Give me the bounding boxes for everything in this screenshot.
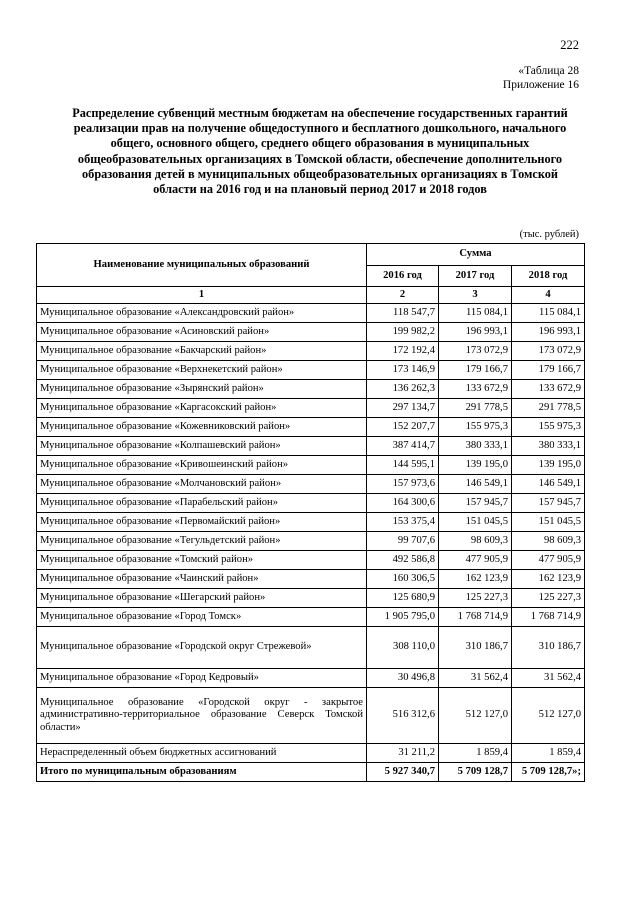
amount-2016: 125 680,9 xyxy=(367,589,439,608)
table-row xyxy=(37,744,585,763)
appendix-number: Приложение 16 xyxy=(502,79,579,91)
amount-2016: 516 312,6 xyxy=(367,688,439,744)
header-2017: 2017 год xyxy=(439,266,512,287)
amount-2017: 31 562,4 xyxy=(439,669,512,688)
amount-2018: 1 859,4 xyxy=(512,744,585,763)
amount-2018: 162 123,9 xyxy=(512,570,585,589)
table-row xyxy=(37,361,585,380)
amount-2017: 179 166,7 xyxy=(439,361,512,380)
municipality-name: Муниципальное образование «Тегульдетский район» xyxy=(37,532,367,551)
municipality-name: Муниципальное образование «Молчановский район» xyxy=(37,475,367,494)
table-row xyxy=(37,551,585,570)
column-number: 4 xyxy=(512,287,585,304)
municipality-name: Муниципальное образование «Асиновский район» xyxy=(37,323,367,342)
amount-2018: 380 333,1 xyxy=(512,437,585,456)
table-row xyxy=(37,323,585,342)
table-row xyxy=(37,418,585,437)
table-row xyxy=(37,688,585,744)
header-2018: 2018 год xyxy=(512,266,585,287)
amount-2018: 133 672,9 xyxy=(512,380,585,399)
header-2016: 2016 год xyxy=(367,266,439,287)
municipality-name: Нераспределенный объем бюджетных ассигнований xyxy=(37,744,367,763)
total-row xyxy=(37,763,585,782)
amount-2017: 157 945,7 xyxy=(439,494,512,513)
amount-2017: 146 549,1 xyxy=(439,475,512,494)
amount-2018: 310 186,7 xyxy=(512,627,585,669)
amount-2016: 308 110,0 xyxy=(367,627,439,669)
table-row xyxy=(37,399,585,418)
amount-2017: 125 227,3 xyxy=(439,589,512,608)
column-number: 1 xyxy=(37,287,367,304)
header-name: Наименование муниципальных образований xyxy=(37,244,367,287)
amount-2018: 196 993,1 xyxy=(512,323,585,342)
municipality-name: Муниципальное образование «Шегарский район» xyxy=(37,589,367,608)
page-number: 222 xyxy=(560,38,579,52)
amount-2018: 157 945,7 xyxy=(512,494,585,513)
column-number: 3 xyxy=(439,287,512,304)
municipality-name: Муниципальное образование «Каргасокский район» xyxy=(37,399,367,418)
municipality-name: Муниципальное образование «Город Томск» xyxy=(37,608,367,627)
amount-2016: 144 595,1 xyxy=(367,456,439,475)
municipality-name: Муниципальное образование «Чаинский район» xyxy=(37,570,367,589)
table-row xyxy=(37,494,585,513)
municipality-name: Муниципальное образование «Колпашевский район» xyxy=(37,437,367,456)
table-row xyxy=(37,627,585,669)
amount-2017: 98 609,3 xyxy=(439,532,512,551)
document-title: Распределение субвенций местным бюджетам на обеспечение государственных гарантий реализации прав на получение общедоступного и бесплатного дошкольного, начального общего, основного общего, среднего общего образования в муниципальных общеобразовательных организациях в Томской области, обеспечение дополнительного образования детей в муниципальных общеобразовательных организациях в Томской области на 2016 год и на плановый период 2017 и 2018 годов xyxy=(72,106,568,197)
amount-2016: 1 905 795,0 xyxy=(367,608,439,627)
municipality-name: Муниципальное образование «Город Кедровый» xyxy=(37,669,367,688)
municipality-name: Муниципальное образование «Зырянский район» xyxy=(37,380,367,399)
table-row xyxy=(37,380,585,399)
table-row xyxy=(37,342,585,361)
amount-2017: 1 768 714,9 xyxy=(439,608,512,627)
amount-2016: 152 207,7 xyxy=(367,418,439,437)
table-row xyxy=(37,669,585,688)
amount-2017: 162 123,9 xyxy=(439,570,512,589)
table-row xyxy=(37,475,585,494)
amount-2017: 133 672,9 xyxy=(439,380,512,399)
amount-2017: 115 084,1 xyxy=(439,304,512,323)
total-2017: 5 709 128,7 xyxy=(439,763,512,782)
total-label: Итого по муниципальным образованиям xyxy=(37,763,367,782)
total-2016: 5 927 340,7 xyxy=(367,763,439,782)
amount-2018: 146 549,1 xyxy=(512,475,585,494)
subsidy-table xyxy=(36,243,585,782)
table-row xyxy=(37,437,585,456)
amount-2016: 164 300,6 xyxy=(367,494,439,513)
table-row xyxy=(37,456,585,475)
unit-label: (тыс. рублей) xyxy=(519,229,579,240)
amount-2017: 151 045,5 xyxy=(439,513,512,532)
amount-2017: 310 186,7 xyxy=(439,627,512,669)
table-number: «Таблица 28 xyxy=(518,65,579,77)
municipality-name: Муниципальное образование «Городской округ Стрежевой» xyxy=(37,627,367,669)
amount-2018: 31 562,4 xyxy=(512,669,585,688)
header-sum: Сумма xyxy=(367,244,585,266)
table-row xyxy=(37,304,585,323)
amount-2018: 477 905,9 xyxy=(512,551,585,570)
amount-2018: 125 227,3 xyxy=(512,589,585,608)
municipality-name: Муниципальное образование «Кожевниковский район» xyxy=(37,418,367,437)
table-row xyxy=(37,570,585,589)
amount-2016: 199 982,2 xyxy=(367,323,439,342)
amount-2017: 173 072,9 xyxy=(439,342,512,361)
amount-2016: 172 192,4 xyxy=(367,342,439,361)
amount-2017: 380 333,1 xyxy=(439,437,512,456)
amount-2016: 157 973,6 xyxy=(367,475,439,494)
amount-2018: 98 609,3 xyxy=(512,532,585,551)
amount-2018: 1 768 714,9 xyxy=(512,608,585,627)
table-row xyxy=(37,608,585,627)
municipality-name: Муниципальное образование «Верхнекетский район» xyxy=(37,361,367,380)
municipality-name: Муниципальное образование «Бакчарский район» xyxy=(37,342,367,361)
amount-2018: 173 072,9 xyxy=(512,342,585,361)
amount-2017: 155 975,3 xyxy=(439,418,512,437)
amount-2017: 512 127,0 xyxy=(439,688,512,744)
municipality-name: Муниципальное образование «Александровский район» xyxy=(37,304,367,323)
amount-2017: 139 195,0 xyxy=(439,456,512,475)
amount-2018: 115 084,1 xyxy=(512,304,585,323)
amount-2018: 151 045,5 xyxy=(512,513,585,532)
table-row xyxy=(37,532,585,551)
amount-2018: 155 975,3 xyxy=(512,418,585,437)
amount-2018: 139 195,0 xyxy=(512,456,585,475)
amount-2016: 492 586,8 xyxy=(367,551,439,570)
municipality-name: Муниципальное образование «Парабельский район» xyxy=(37,494,367,513)
amount-2016: 118 547,7 xyxy=(367,304,439,323)
amount-2016: 153 375,4 xyxy=(367,513,439,532)
municipality-name: Муниципальное образование «Первомайский район» xyxy=(37,513,367,532)
municipality-name: Муниципальное образование «Городской округ - закрытое административно-территориальное образование Северск Томской области» xyxy=(37,688,367,744)
column-number: 2 xyxy=(367,287,439,304)
municipality-name: Муниципальное образование «Кривошеинский район» xyxy=(37,456,367,475)
amount-2018: 291 778,5 xyxy=(512,399,585,418)
amount-2017: 196 993,1 xyxy=(439,323,512,342)
amount-2016: 31 211,2 xyxy=(367,744,439,763)
amount-2018: 512 127,0 xyxy=(512,688,585,744)
total-2018: 5 709 128,7»; xyxy=(512,763,585,782)
amount-2016: 173 146,9 xyxy=(367,361,439,380)
amount-2016: 136 262,3 xyxy=(367,380,439,399)
amount-2018: 179 166,7 xyxy=(512,361,585,380)
amount-2017: 291 778,5 xyxy=(439,399,512,418)
table-caption xyxy=(503,64,579,92)
municipality-name: Муниципальное образование «Томский район» xyxy=(37,551,367,570)
amount-2016: 99 707,6 xyxy=(367,532,439,551)
table-row xyxy=(37,513,585,532)
amount-2017: 1 859,4 xyxy=(439,744,512,763)
amount-2016: 387 414,7 xyxy=(367,437,439,456)
amount-2017: 477 905,9 xyxy=(439,551,512,570)
amount-2016: 30 496,8 xyxy=(367,669,439,688)
amount-2016: 297 134,7 xyxy=(367,399,439,418)
amount-2016: 160 306,5 xyxy=(367,570,439,589)
table-row xyxy=(37,589,585,608)
